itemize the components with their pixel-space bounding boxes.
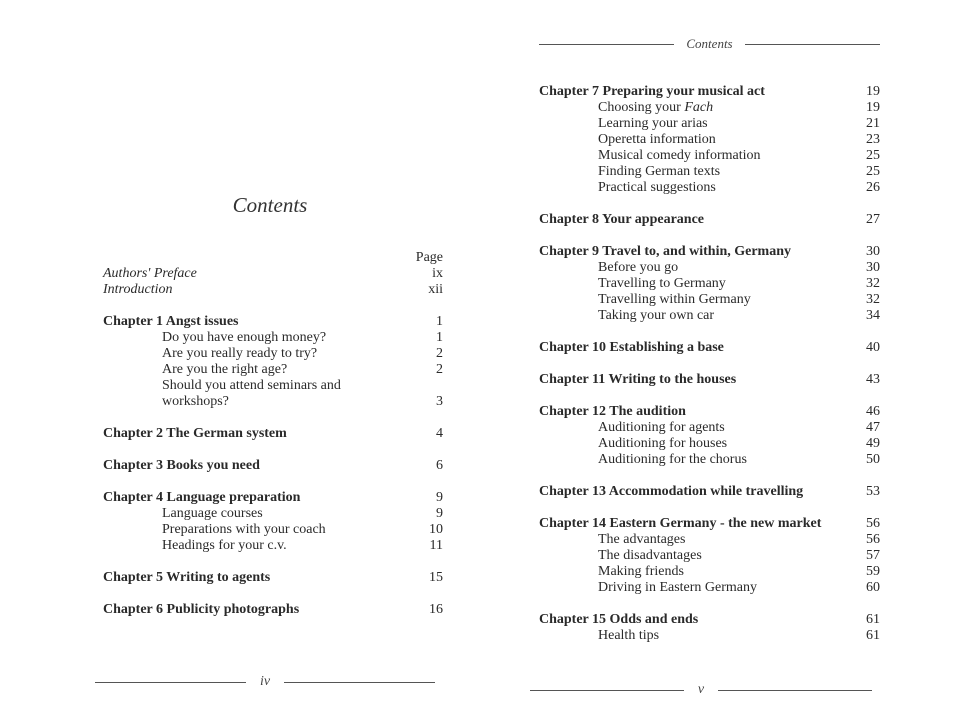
chapter-entry-page-number: 16 [429,602,443,617]
footer-rule [718,690,872,691]
front-matter-entry-text: Authors' Preface [103,266,197,281]
chapter-entry-text: Chapter 10 Establishing a base [539,340,724,355]
section-entry-text: Travelling within Germany [598,292,751,307]
chapter-entry [539,404,880,420]
section-entry-title [598,260,678,276]
chapter-entry-text: Chapter 14 Eastern Germany - the new market [539,516,822,531]
section-entry-text: Auditioning for agents [598,420,725,435]
contents-title: Contents [232,193,308,217]
header-rule [539,44,674,45]
section-entry-title [598,532,685,548]
chapter-entry-page-number: 56 [866,516,880,531]
right-page [480,0,960,725]
section-entry-title [598,452,747,468]
section-entry-title [598,564,684,580]
chapter-entry-text: Chapter 13 Accommodation while travelling [539,484,804,499]
section-entry-text: Finding German texts [598,164,721,179]
section-entry-title [598,436,727,452]
section-entry-title [598,292,751,308]
section-entry-page-number: 19 [866,100,880,115]
chapter-entry-page-number: 46 [866,404,880,419]
section-entry-page-number: 49 [866,436,880,451]
section-entry-page-number: 47 [866,420,880,435]
section-entry [539,628,880,644]
section-entry-page-number: 56 [866,532,880,547]
chapter-entry-text: Chapter 9 Travel to, and within, Germany [539,244,792,259]
section-entry-italic: Fach [684,100,714,115]
chapter-entry-page-number: 1 [436,314,443,329]
section-entry-page-number: 25 [866,148,880,163]
section-entry-text: Operetta information [598,132,716,147]
running-head [539,36,880,52]
section-entry [103,538,443,554]
chapter-entry-page-number: 40 [866,340,880,355]
section-entry-text: Headings for your c.v. [162,538,287,553]
page-footer [530,682,872,698]
section-entry-title [598,548,702,564]
chapter-entry-text: Chapter 4 Language preparation [103,490,301,505]
section-entry-text: Learning your arias [598,116,708,131]
section-entry-text: Preparations with your coach [162,522,326,537]
footer-rule [95,682,246,683]
chapter-entry [539,516,880,532]
chapter-entry [103,570,443,586]
footer-rule [284,682,435,683]
chapter-entry-title [539,244,791,260]
section-entry-page-number: 32 [866,292,880,307]
section-entry-text: The advantages [598,532,686,547]
chapter-entry-title [539,484,803,500]
chapter-list [103,314,443,618]
chapter-entry [103,602,443,618]
section-entry-title [598,308,714,324]
page-column-header [103,250,443,266]
section-entry [539,548,880,564]
chapter-entry-title [539,212,704,228]
footer-rule [530,690,684,691]
chapter-entry [539,484,880,500]
section-entry-title [162,378,357,410]
chapter-entry-text: Chapter 5 Writing to agents [103,570,271,585]
section-entry [103,506,443,522]
chapter-entry-title [539,516,821,532]
section-entry-text: Choosing your [598,100,681,115]
chapter-entry-page-number: 61 [866,612,880,627]
section-entry [539,292,880,308]
section-entry-page-number: 25 [866,164,880,179]
section-entry-text: Language courses [162,506,263,521]
chapter-entry-page-number: 4 [436,426,443,441]
section-entry-text: Auditioning for the chorus [598,452,747,467]
section-entry-title [598,100,713,116]
chapter-entry-text: Chapter 15 Odds and ends [539,612,699,627]
front-matter-entry [103,266,443,282]
section-entry-text: Taking your own car [598,308,715,323]
section-entry-page-number: 32 [866,276,880,291]
section-entry-title [598,420,725,436]
section-entry-page-number: 34 [866,308,880,323]
section-entry-title [162,538,287,554]
section-entry [539,260,880,276]
section-entry-text: Musical comedy information [598,148,761,163]
section-entry [103,362,443,378]
page-label: Page [415,250,443,265]
section-entry [539,180,880,196]
section-entry-page-number: 26 [866,180,880,195]
chapter-entry-text: Chapter 1 Angst issues [103,314,239,329]
chapter-entry-title [103,602,299,618]
section-entry-text: Should you attend seminars and workshops? [162,378,341,409]
chapter-entry [539,212,880,228]
folio: v [697,682,705,697]
front-matter-list [103,266,443,298]
section-entry-title [162,522,326,538]
chapter-entry [539,84,880,100]
section-entry-title [162,330,326,346]
section-entry [103,378,443,410]
section-entry [539,164,880,180]
section-entry-text: The disadvantages [598,548,702,563]
section-entry-text: Are you really ready to try? [162,346,318,361]
chapter-entry-title [103,426,287,442]
chapter-entry-page-number: 19 [866,84,880,99]
section-entry [539,308,880,324]
chapter-entry-text: Chapter 3 Books you need [103,458,260,473]
chapter-entry-title [539,404,686,420]
section-entry [539,580,880,596]
chapter-entry-page-number: 43 [866,372,880,387]
front-matter-entry-page-number: ix [432,266,443,281]
section-entry [103,330,443,346]
section-entry-text: Travelling to Germany [598,276,726,291]
chapter-entry-page-number: 6 [436,458,443,473]
section-entry [539,276,880,292]
section-entry [539,100,880,116]
section-entry [539,420,880,436]
section-entry [539,116,880,132]
chapter-entry-title [539,84,765,100]
section-entry-text: Driving in Eastern Germany [598,580,758,595]
section-entry-title [162,362,287,378]
chapter-entry-text: Chapter 11 Writing to the houses [539,372,737,387]
front-matter-entry-page-number: xii [428,282,443,297]
chapter-entry [103,458,443,474]
chapter-entry-title [539,612,698,628]
chapter-entry [539,612,880,628]
section-entry-page-number: 61 [866,628,880,643]
section-entry [539,452,880,468]
section-entry-text: Health tips [598,628,660,643]
section-entry [539,564,880,580]
section-entry-page-number: 57 [866,548,880,563]
section-entry-page-number: 1 [436,330,443,345]
toc-left [103,250,443,618]
section-entry-page-number: 2 [436,362,443,377]
section-entry [539,148,880,164]
chapter-entry-text: Chapter 2 The German system [103,426,287,441]
folio: iv [259,674,271,689]
section-entry-title [598,628,659,644]
section-entry-page-number: 9 [436,506,443,521]
front-matter-entry-title [103,266,197,282]
chapter-entry [103,314,443,330]
chapter-entry-title [539,372,736,388]
running-head-text: Contents [686,36,733,51]
section-entry-page-number: 21 [866,116,880,131]
chapter-entry-page-number: 53 [866,484,880,499]
section-entry [103,522,443,538]
chapter-entry-text: Chapter 8 Your appearance [539,212,705,227]
chapter-entry-text: Chapter 12 The audition [539,404,686,419]
header-rule [745,44,880,45]
front-matter-entry [103,282,443,298]
front-matter-entry-title [103,282,172,298]
section-entry-page-number: 30 [866,260,880,275]
section-entry-page-number: 11 [429,538,443,553]
section-entry-text: Making friends [598,564,684,579]
section-entry-page-number: 59 [866,564,880,579]
chapter-entry-page-number: 15 [429,570,443,585]
section-entry-title [598,116,708,132]
chapter-entry-title [103,490,300,506]
front-matter-entry-text: Introduction [103,282,173,297]
section-entry-page-number: 3 [436,394,443,409]
chapter-entry-text: Chapter 6 Publicity photographs [103,602,300,617]
section-entry-title [598,164,720,180]
chapter-list [539,84,880,644]
section-entry-text: Auditioning for houses [598,436,728,451]
chapter-entry-page-number: 27 [866,212,880,227]
chapter-entry [103,426,443,442]
chapter-entry-page-number: 30 [866,244,880,259]
section-entry-title [162,506,263,522]
section-entry-title [598,132,716,148]
section-entry-page-number: 2 [436,346,443,361]
chapter-entry [103,490,443,506]
section-entry-text: Before you go [598,260,679,275]
chapter-entry-title [103,458,260,474]
section-entry-page-number: 60 [866,580,880,595]
section-entry [539,532,880,548]
chapter-entry [539,340,880,356]
section-entry-title [598,148,761,164]
chapter-entry-page-number: 9 [436,490,443,505]
section-entry [539,436,880,452]
toc-right [539,84,880,644]
section-entry-text: Do you have enough money? [162,330,327,345]
section-entry [103,346,443,362]
chapter-entry-title [103,314,239,330]
section-entry-page-number: 23 [866,132,880,147]
chapter-entry [539,372,880,388]
section-entry-title [162,346,317,362]
chapter-entry [539,244,880,260]
chapter-entry-title [103,570,270,586]
section-entry [539,132,880,148]
chapter-entry-title [539,340,724,356]
section-entry-title [598,180,716,196]
section-entry-text: Are you the right age? [162,362,288,377]
section-entry-page-number: 10 [429,522,443,537]
page-footer [95,674,435,690]
chapter-entry-text: Chapter 7 Preparing your musical act [539,84,765,99]
section-entry-title [598,276,726,292]
section-entry-page-number: 50 [866,452,880,467]
section-entry-text: Practical suggestions [598,180,716,195]
section-entry-title [598,580,757,596]
